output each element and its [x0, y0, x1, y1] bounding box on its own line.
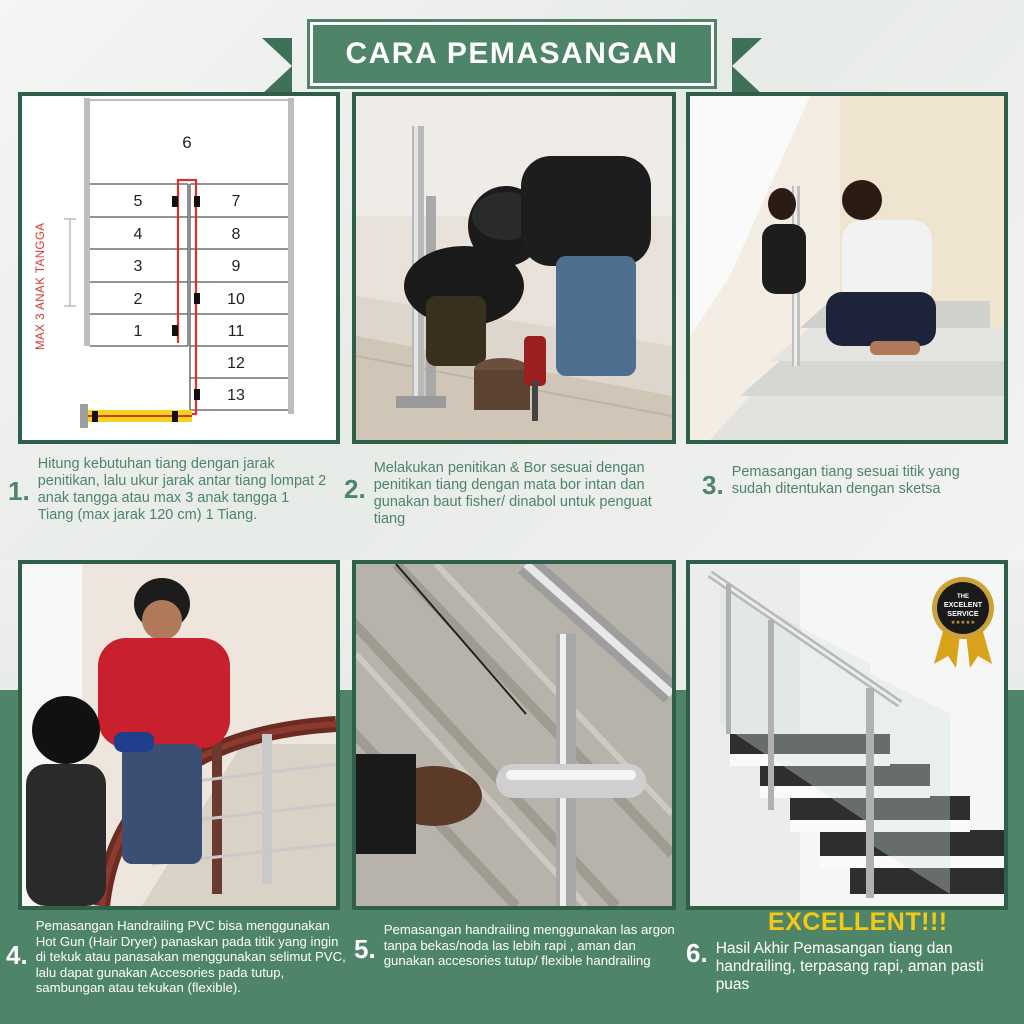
- step-1-text: Hitung kebutuhan tiang dengan jarak penitikan, lalu ukur jarak antar tiang lompat 2 anak tangga atau max 3 anak tangga 1 Tiang (max jarak 120 cm) 1 Tiang.: [37, 456, 327, 523]
- banner-tail-right: [732, 38, 762, 94]
- welding-scene: [356, 564, 672, 906]
- step-6-text: Hasil Akhir Pemasangan tiang dan handrailing, terpasang rapi, aman pasti puas: [715, 940, 984, 993]
- excellent-heading: EXCELLENT!!!: [768, 908, 948, 936]
- staircase-diagram: [22, 96, 336, 440]
- diagram-step-right-4: 10: [227, 291, 245, 308]
- diagram-step-right-5: 11: [227, 323, 245, 340]
- badge-icon: [930, 576, 996, 668]
- pvc-handrail-scene: [22, 564, 336, 906]
- diagram-step-left-2: 4: [133, 226, 143, 243]
- badge-line-2: EXCELENT: [943, 600, 983, 609]
- step-5-photo: [352, 560, 676, 910]
- step-4-caption: [6, 918, 346, 996]
- badge-stars: ★★★★★: [950, 620, 976, 626]
- badge-line-3: SERVICE: [947, 609, 979, 618]
- step-2-number: 2.: [344, 474, 366, 504]
- title-banner: [262, 16, 762, 94]
- diagram-step-right-3: 9: [231, 258, 241, 275]
- step-2-caption: [344, 460, 684, 528]
- step-2-text: Melakukan penitikan & Bor sesuai dengan penitikan tiang dengan mata bor intan dan gunakan baut fisher/ dinabol untuk penguat tiang: [373, 460, 652, 527]
- diagram-step-right-6: 12: [227, 355, 245, 372]
- diagram-step-right-1: 7: [231, 193, 241, 210]
- diagram-side-label: MAX 3 ANAK TANGGA: [35, 222, 47, 350]
- step-4-photo: [18, 560, 340, 910]
- step-5-caption: [354, 922, 684, 969]
- diagram-step-left-3: 3: [133, 258, 143, 275]
- diagram-step-right-2: 8: [231, 226, 241, 243]
- step-1-caption: [8, 456, 328, 524]
- step-1-number: 1.: [8, 476, 30, 506]
- diagram-step-left-5: 1: [133, 323, 143, 340]
- step-4-number: 4.: [6, 940, 28, 970]
- step-2-photo: [352, 92, 676, 444]
- step-3-number: 3.: [702, 470, 724, 500]
- diagram-step-left-4: 2: [133, 291, 143, 308]
- banner-main: [310, 22, 714, 86]
- excellent-service-badge: [930, 576, 996, 668]
- step-5-text: Pemasangan handrailing menggunakan las argon tanpa bekas/noda las lebih rapi , aman dan gunakan accesories tutup/ flexible handrailing: [383, 922, 675, 968]
- step-3-caption: [702, 464, 1002, 498]
- step-6-caption: [686, 940, 1016, 994]
- step-6-number: 6.: [686, 938, 708, 968]
- diagram-step-top: 6: [182, 133, 192, 152]
- step-3-photo: [686, 92, 1008, 444]
- installing-posts-scene: [690, 96, 1004, 440]
- banner-tail-left: [262, 38, 292, 94]
- step-3-text: Pemasangan tiang sesuai titik yang sudah ditentukan dengan sketsa: [731, 464, 960, 497]
- step-5-number: 5.: [354, 934, 376, 964]
- badge-line-1: THE: [957, 594, 969, 600]
- page-title: CARA PEMASANGAN: [345, 37, 679, 70]
- diagram-step-right-7: 13: [227, 387, 245, 404]
- step-4-text: Pemasangan Handrailing PVC bisa menggunakan Hot Gun (Hair Dryer) panaskan pada titik yang ingin di tekuk atau panasakan menggunakan selimut PVC, lalu dapat gunakan Accesories pada tutup, sambungan atau tekukan (flexible).: [35, 918, 346, 995]
- drilling-scene: [356, 96, 672, 440]
- step-1-diagram-panel: [18, 92, 340, 444]
- diagram-step-left-1: 5: [133, 193, 143, 210]
